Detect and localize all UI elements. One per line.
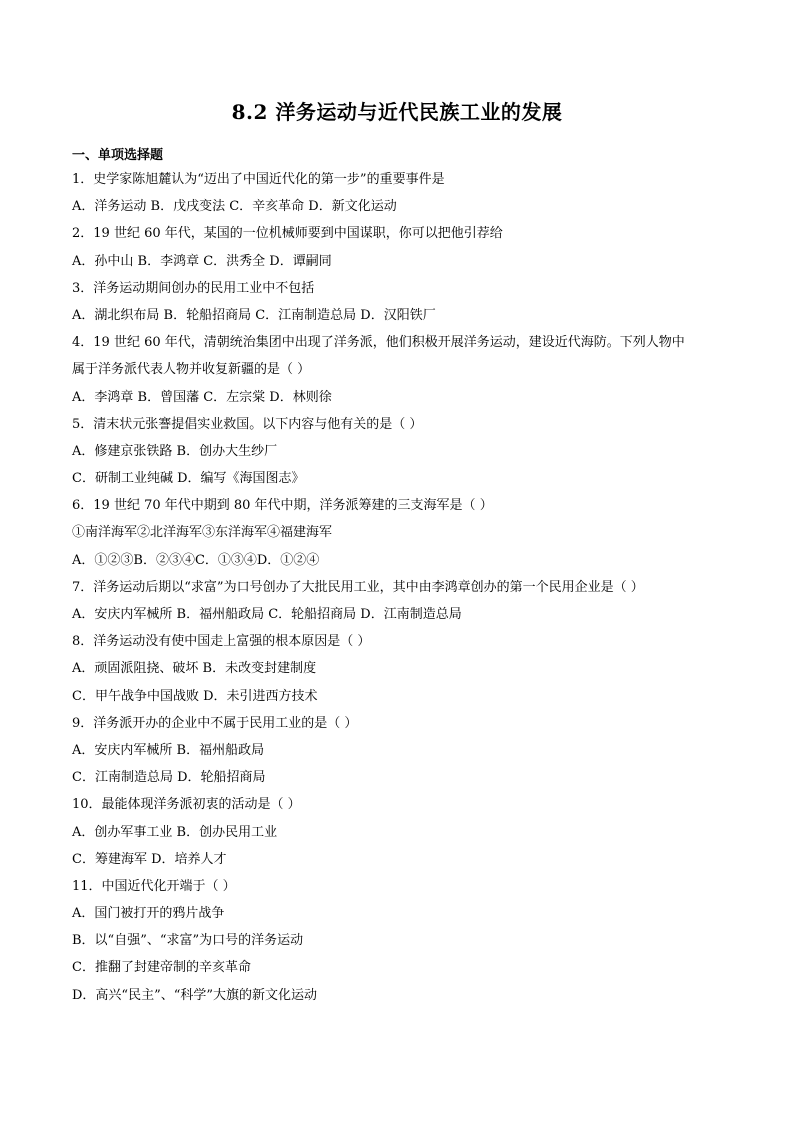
option-line: A．安庆内军械所 B．福州船政局 C．轮船招商局 D．江南制造总局	[72, 607, 462, 622]
question-line: 6．19 世纪 70 年代中期到 80 年代中期，洋务派筹建的三支海军是（ ）	[72, 498, 493, 514]
section-heading: 一、单项选择题	[72, 148, 164, 163]
option-line: C．江南制造总局 D．轮船招商局	[72, 770, 266, 786]
option-line: C．筹建海军 D．培养人才	[72, 851, 227, 867]
option-line: A．①②③B．②③④C．①③④D．①②④	[72, 552, 320, 568]
question-line: 2．19 世纪 60 年代，某国的一位机械师要到中国谋职，你可以把他引荐给	[72, 226, 503, 242]
question-line: 8．洋务运动没有使中国走上富强的根本原因是（ ）	[72, 634, 371, 650]
option-line: B．以“自强”、“求富”为口号的洋务运动	[72, 933, 304, 949]
option-line: C．甲午战争中国战败 D．未引进西方技术	[72, 688, 318, 704]
option-line: A．孙中山 B．李鸿章 C．洪秀全 D．谭嗣同	[72, 253, 332, 269]
option-line: A．修建京张铁路 B．创办大生纱厂	[72, 443, 278, 459]
page-title: 8.2 洋务运动与近代民族工业的发展	[231, 100, 563, 124]
option-line: A．李鸿章 B．曾国藩 C．左宗棠 D．林则徐	[72, 389, 332, 405]
question-line: 7．洋务运动后期以“求富”为口号创办了大批民用工业，其中由李鸿章创办的第一个民用企业是（ ）	[72, 579, 644, 595]
question-line: 属于洋务派代表人物并收复新疆的是（ ）	[72, 362, 311, 378]
option-line: D．高兴“民主”、“科学”大旗的新文化运动	[72, 987, 318, 1003]
question-line: 3．洋务运动期间创办的民用工业中不包括	[72, 280, 315, 296]
question-line: 11．中国近代化开端于（ ）	[72, 878, 236, 894]
question-line: 4．19 世纪 60 年代，清朝统治集团中出现了洋务派，他们积极开展洋务运动，建设近代海防。下列人物中	[72, 335, 685, 351]
question-list	[72, 166, 732, 1009]
option-line: A．安庆内军械所 B．福州船政局	[72, 742, 265, 758]
question-line: 5．清末状元张謇提倡实业救国。以下内容与他有关的是（ ）	[72, 416, 423, 432]
question-line: 1．史学家陈旭麓认为“迈出了中国近代化的第一步”的重要事件是	[72, 172, 445, 187]
option-line: C．研制工业纯碱 D．编写《海国图志》	[72, 471, 305, 487]
option-line: A．国门被打开的鸦片战争	[72, 906, 225, 922]
question-line: 10．最能体现洋务派初衷的活动是（ ）	[72, 797, 301, 813]
option-line: C．推翻了封建帝制的辛亥革命	[72, 960, 251, 976]
option-line: A．湖北织布局 B．轮船招商局 C．江南制造总局 D．汉阳铁厂	[72, 307, 436, 323]
question-line: 9．洋务派开办的企业中不属于民用工业的是（ ）	[72, 715, 358, 731]
option-line: A．洋务运动 B．戊戌变法 C．辛亥革命 D．新文化运动	[72, 199, 397, 215]
option-line: ①南洋海军②北洋海军③东洋海军④福建海军	[72, 525, 333, 541]
option-line: A．顽固派阻挠、破坏 B．未改变封建制度	[72, 661, 317, 677]
option-line: A．创办军事工业 B．创办民用工业	[72, 824, 278, 840]
